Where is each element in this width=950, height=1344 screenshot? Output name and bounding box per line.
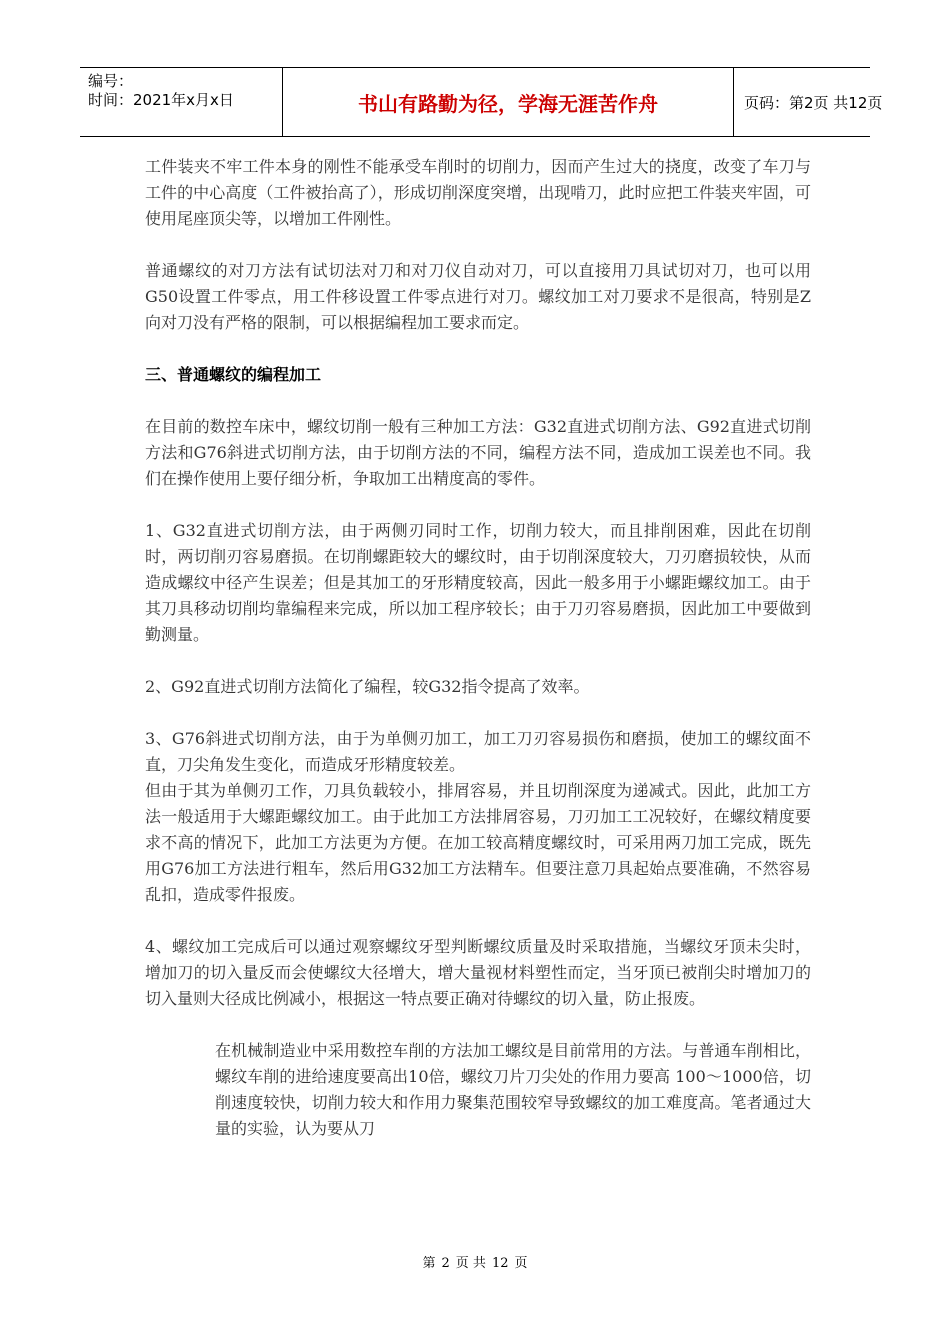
header-motto: 书山有路勤为径，学海无涯苦作舟 xyxy=(358,91,658,116)
paragraph-workpiece-clamping: 工件装夹不牢工件本身的刚性不能承受车削时的切削力，因而产生过大的挠度，改变了车刀与工件的中心高度（工件被抬高了），形成切削深度突增，出现啃刀，此时应把工件装夹牢固，可使用尾座顶尖等，以增加工件刚性。 xyxy=(145,157,811,228)
footer-middle: 页 共 xyxy=(455,1256,486,1271)
header-meta xyxy=(80,68,283,136)
footer-total-pages: 12 xyxy=(491,1256,509,1271)
footer-suffix: 页 xyxy=(514,1256,528,1271)
paragraph-g32: 1、G32直进式切削方法，由于两侧刃同时工作，切削力较大，而且排削困难，因此在切削时，两切削刃容易磨损。在切削螺距较大的螺纹时，由于切削深度较大，刀刃磨损较快，从而造成螺纹中径产生误差；但是其加工的牙形精度较高，因此一般多用于小螺距螺纹加工。由于其刀具移动切削均靠编程来完成，所以加工程序较长；由于刀刃容易磨损，因此加工中要做到勤测量。 xyxy=(145,521,811,644)
paragraph-thread-inspection: 4、螺纹加工完成后可以通过观察螺纹牙型判断螺纹质量及时采取措施，当螺纹牙顶未尖时，增加刀的切入量反而会使螺纹大径增大，增大量视材料塑性而定，当牙顶已被削尖时增加刀的切入量则大径成比例减小，根据这一特点要正确对待螺纹的切入量，防止报废。 xyxy=(145,937,811,1008)
header-page-indicator: 页码：第2页 共12页 xyxy=(744,93,883,112)
section-heading: 三、普通螺纹的编程加工 xyxy=(145,365,322,384)
paragraph-g92: 2、G92直进式切削方法简化了编程，较G32指令提高了效率。 xyxy=(145,677,590,696)
document-body xyxy=(145,154,811,1142)
footer-page-number: 2 xyxy=(441,1256,450,1271)
paragraph-g76-advantages: 但由于其为单侧刃工作，刀具负载较小，排屑容易，并且切削深度为递减式。因此，此加工方法一般适用于大螺距螺纹加工。由于此加工方法排屑容易，刀刃加工工况较好，在螺纹精度要求不高的情况下，此加工方法更为方便。在加工较高精度螺纹时，可采用两刀加工完成，既先用G76加工方法进行粗车，然后用G32加工方法精车。但要注意刀具起始点要准确，不然容易乱扣，造成零件报废。 xyxy=(145,781,811,904)
paragraph-tool-setting: 普通螺纹的对刀方法有试切法对刀和对刀仪自动对刀，可以直接用刀具试切对刀，也可以用G50设置工件零点，用工件移设置工件零点进行对刀。螺纹加工对刀要求不是很高，特别是Z向对刀没有严格的限制，可以根据编程加工要求而定。 xyxy=(145,261,811,332)
document-number-label: 编号： xyxy=(88,72,134,90)
page-header xyxy=(80,67,883,137)
paragraph-cnc-threading: 在机械制造业中采用数控车削的方法加工螺纹是目前常用的方法。与普通车削相比，螺纹车削的进给速度要高出10倍，螺纹刀片刀尖处的作用力要高 100～1000倍，切削速度较快，切削力较大和作用力聚集范围较窄导致螺纹的加工难度高。笔者通过大量的实验，认为要从刀 xyxy=(215,1041,811,1138)
document-date-label: 时间：2021年x月x日 xyxy=(88,91,234,109)
page-footer xyxy=(0,1252,950,1271)
footer-prefix: 第 xyxy=(422,1256,436,1271)
paragraph-cutting-methods: 在目前的数控车床中，螺纹切削一般有三种加工方法：G32直进式切削方法、G92直进式切削方法和G76斜进式切削方法，由于切削方法的不同，编程方法不同，造成加工误差也不同。我们在操作使用上要仔细分析，争取加工出精度高的零件。 xyxy=(145,417,811,488)
header-motto-cell xyxy=(283,68,734,136)
paragraph-g76: 3、G76斜进式切削方法，由于为单侧刃加工，加工刀刃容易损伤和磨损，使加工的螺纹面不直，刀尖角发生变化，而造成牙形精度较差。 xyxy=(145,729,811,774)
